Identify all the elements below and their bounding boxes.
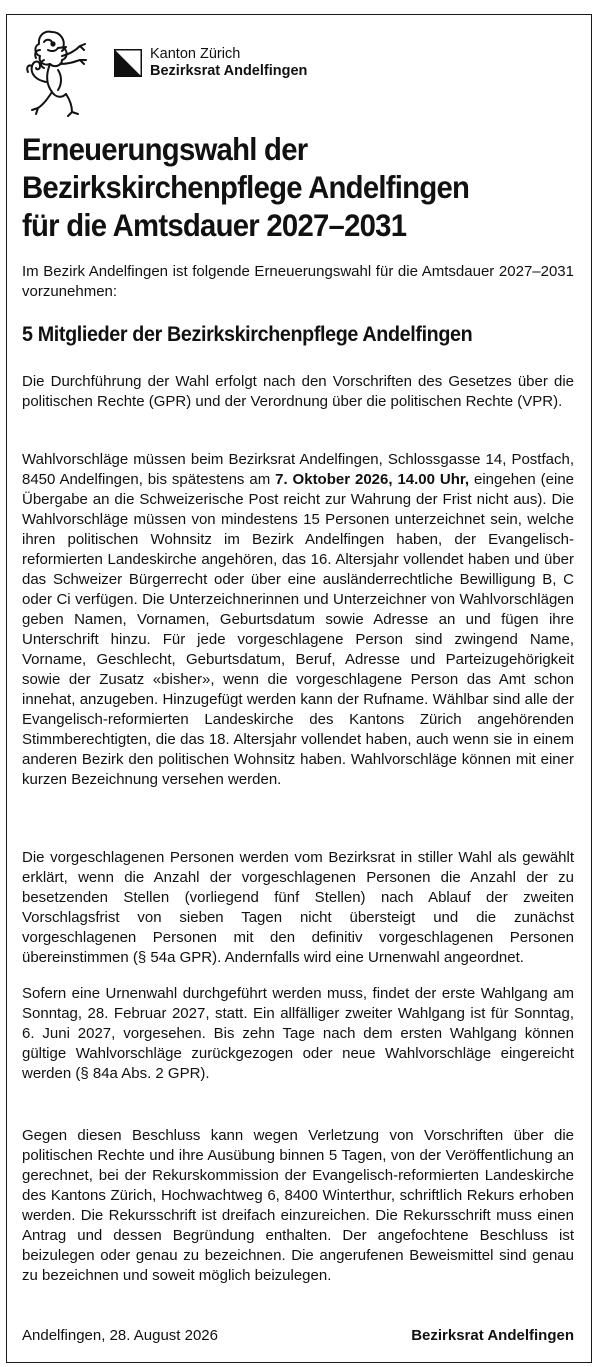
- nomination-deadline: 7. Oktober 2026, 14.00 Uhr,: [275, 471, 470, 488]
- title-line-1: Erneuerungswahl der: [22, 131, 308, 167]
- title-line-3: für die Amtsdauer 2027–2031: [22, 207, 407, 243]
- paragraph-tacit-election: Die vorgeschlagenen Personen werden vom Bezirksrat in stiller Wahl als gewählt erklärt, wenn die Anzahl der vorgeschlagenen Personen die Anzahl der zu besetzenden Stellen (vorliegend fünf Stellen) nach Ablauf der zweiten Vorschlagsfrist von sieben Tagen nicht übersteigt und die zunächst vorgeschlagenen Personen mit den definitiv vorgeschlagenen Personen übereinstimmen (§ 54a GPR). Andernfalls wird eine Urnenwahl angeordnet.: [22, 849, 574, 966]
- issuing-authority: [114, 46, 307, 80]
- nomination-text-start: Wahlvorschläge müssen beim Bezirksrat Andelfingen, Schlossgasse 14, Postfach, 8450 Andelfingen, bis spätestens am: [22, 451, 574, 488]
- paragraph-legal-basis: Die Durchführung der Wahl erfolgt nach den Vorschriften des Gesetzes über die politischen Rechte (GPR) und der Verordnung über die politischen Rechte (VPR).: [22, 373, 574, 410]
- section-heading: 5 Mitglieder der Bezirkskirchenpflege Andelfingen: [22, 323, 473, 346]
- footer: [22, 1326, 574, 1346]
- paragraph-nominations: [22, 450, 574, 790]
- lion-coat-of-arms-icon: [22, 24, 92, 120]
- paragraph-ballot-dates: Sofern eine Urnenwahl durchgeführt werden muss, findet der erste Wahlgang am Sonntag, 28. Februar 2027, statt. Ein allfälliger zweiter Wahlgang ist für Sonntag, 6. Juni 2027, vorgesehen. Bis zehn Tage nach dem ersten Wahlgang können gültige Wahlvorschläge zurückgezogen oder neue Wahlvorschläge eingereicht werden (§ 84a Abs. 2 GPR).: [22, 985, 574, 1082]
- nomination-text-rest: eingehen (eine Übergabe an die Schweizerische Post reicht zur Wahrung der Frist nicht aus). Die Wahlvorschläge müssen von mindestens 15 Personen unterzeichnet sein, welche ihren politischen Wohnsitz im Bezirk Andelfingen haben, der Evangelisch-reformierten Landeskirche angehören, das 16. Altersjahr vollendet haben und über das Schweizer Bürgerrecht oder über eine ausländerrechtliche Bewilligung B, C oder Ci verfügen. Die Unterzeichnerinnen und Unterzeichner von Wahlvorschlägen geben Namen, Vornamen, Geburtsdatum sowie Adresse an und fügen ihre Unterschrift hinzu. Für jede vorgeschlagene Person sind zwingend Name, Vorname, Geschlecht, Geburtsdatum, Beruf, Adresse und Parteizugehörigkeit sowie der Zusatz «bisher», wenn die vorgeschlagene Person das Amt schon innehat, anzugeben. Hinzugefügt werden kann der Rufname. Wählbar sind alle der Evangelisch-reformierten Landeskirche des Kantons Zürich angehörenden Stimmberechtigten, die das 18. Altersjahr vollendet haben, auch wenn sie in einem anderen Bezirk den politischen Wohnsitz haben. Wahlvorschläge können mit einer kurzen Bezeichnung versehen werden.: [22, 471, 575, 788]
- signature: Bezirksrat Andelfingen: [411, 1327, 574, 1344]
- zurich-flag-icon: [114, 49, 142, 77]
- intro-paragraph: Im Bezirk Andelfingen ist folgende Erneuerungswahl für die Amtsdauer 2027–2031 vorzunehmen:: [22, 263, 574, 300]
- page-title: [22, 130, 543, 244]
- paragraph-appeal: Gegen diesen Beschluss kann wegen Verletzung von Vorschriften über die politischen Rechte und ihre Ausübung binnen 5 Tagen, von der Veröffentlichung an gerechnet, bei der Rekurskommission der Evangelisch-reformierten Landeskirche des Kantons Zürich, Hochwachtweg 6, 8400 Winterthur, schriftlich Rekurs erhoben werden. Die Rekursschrift ist dreifach einzureichen. Die Rekursschrift muss einen Antrag und dessen Begründung enthalten. Der angefochtene Beschluss ist beizulegen oder genau zu bezeichnen. Die angerufenen Beweismittel sind genau zu bezeichnen und soweit möglich beizulegen.: [22, 1127, 574, 1284]
- place-and-date: Andelfingen, 28. August 2026: [22, 1327, 218, 1344]
- title-line-2: Bezirkskirchenpflege Andelfingen: [22, 169, 470, 205]
- office-name: Bezirksrat Andelfingen: [150, 63, 308, 79]
- canton-name: Kanton Zürich: [150, 46, 241, 62]
